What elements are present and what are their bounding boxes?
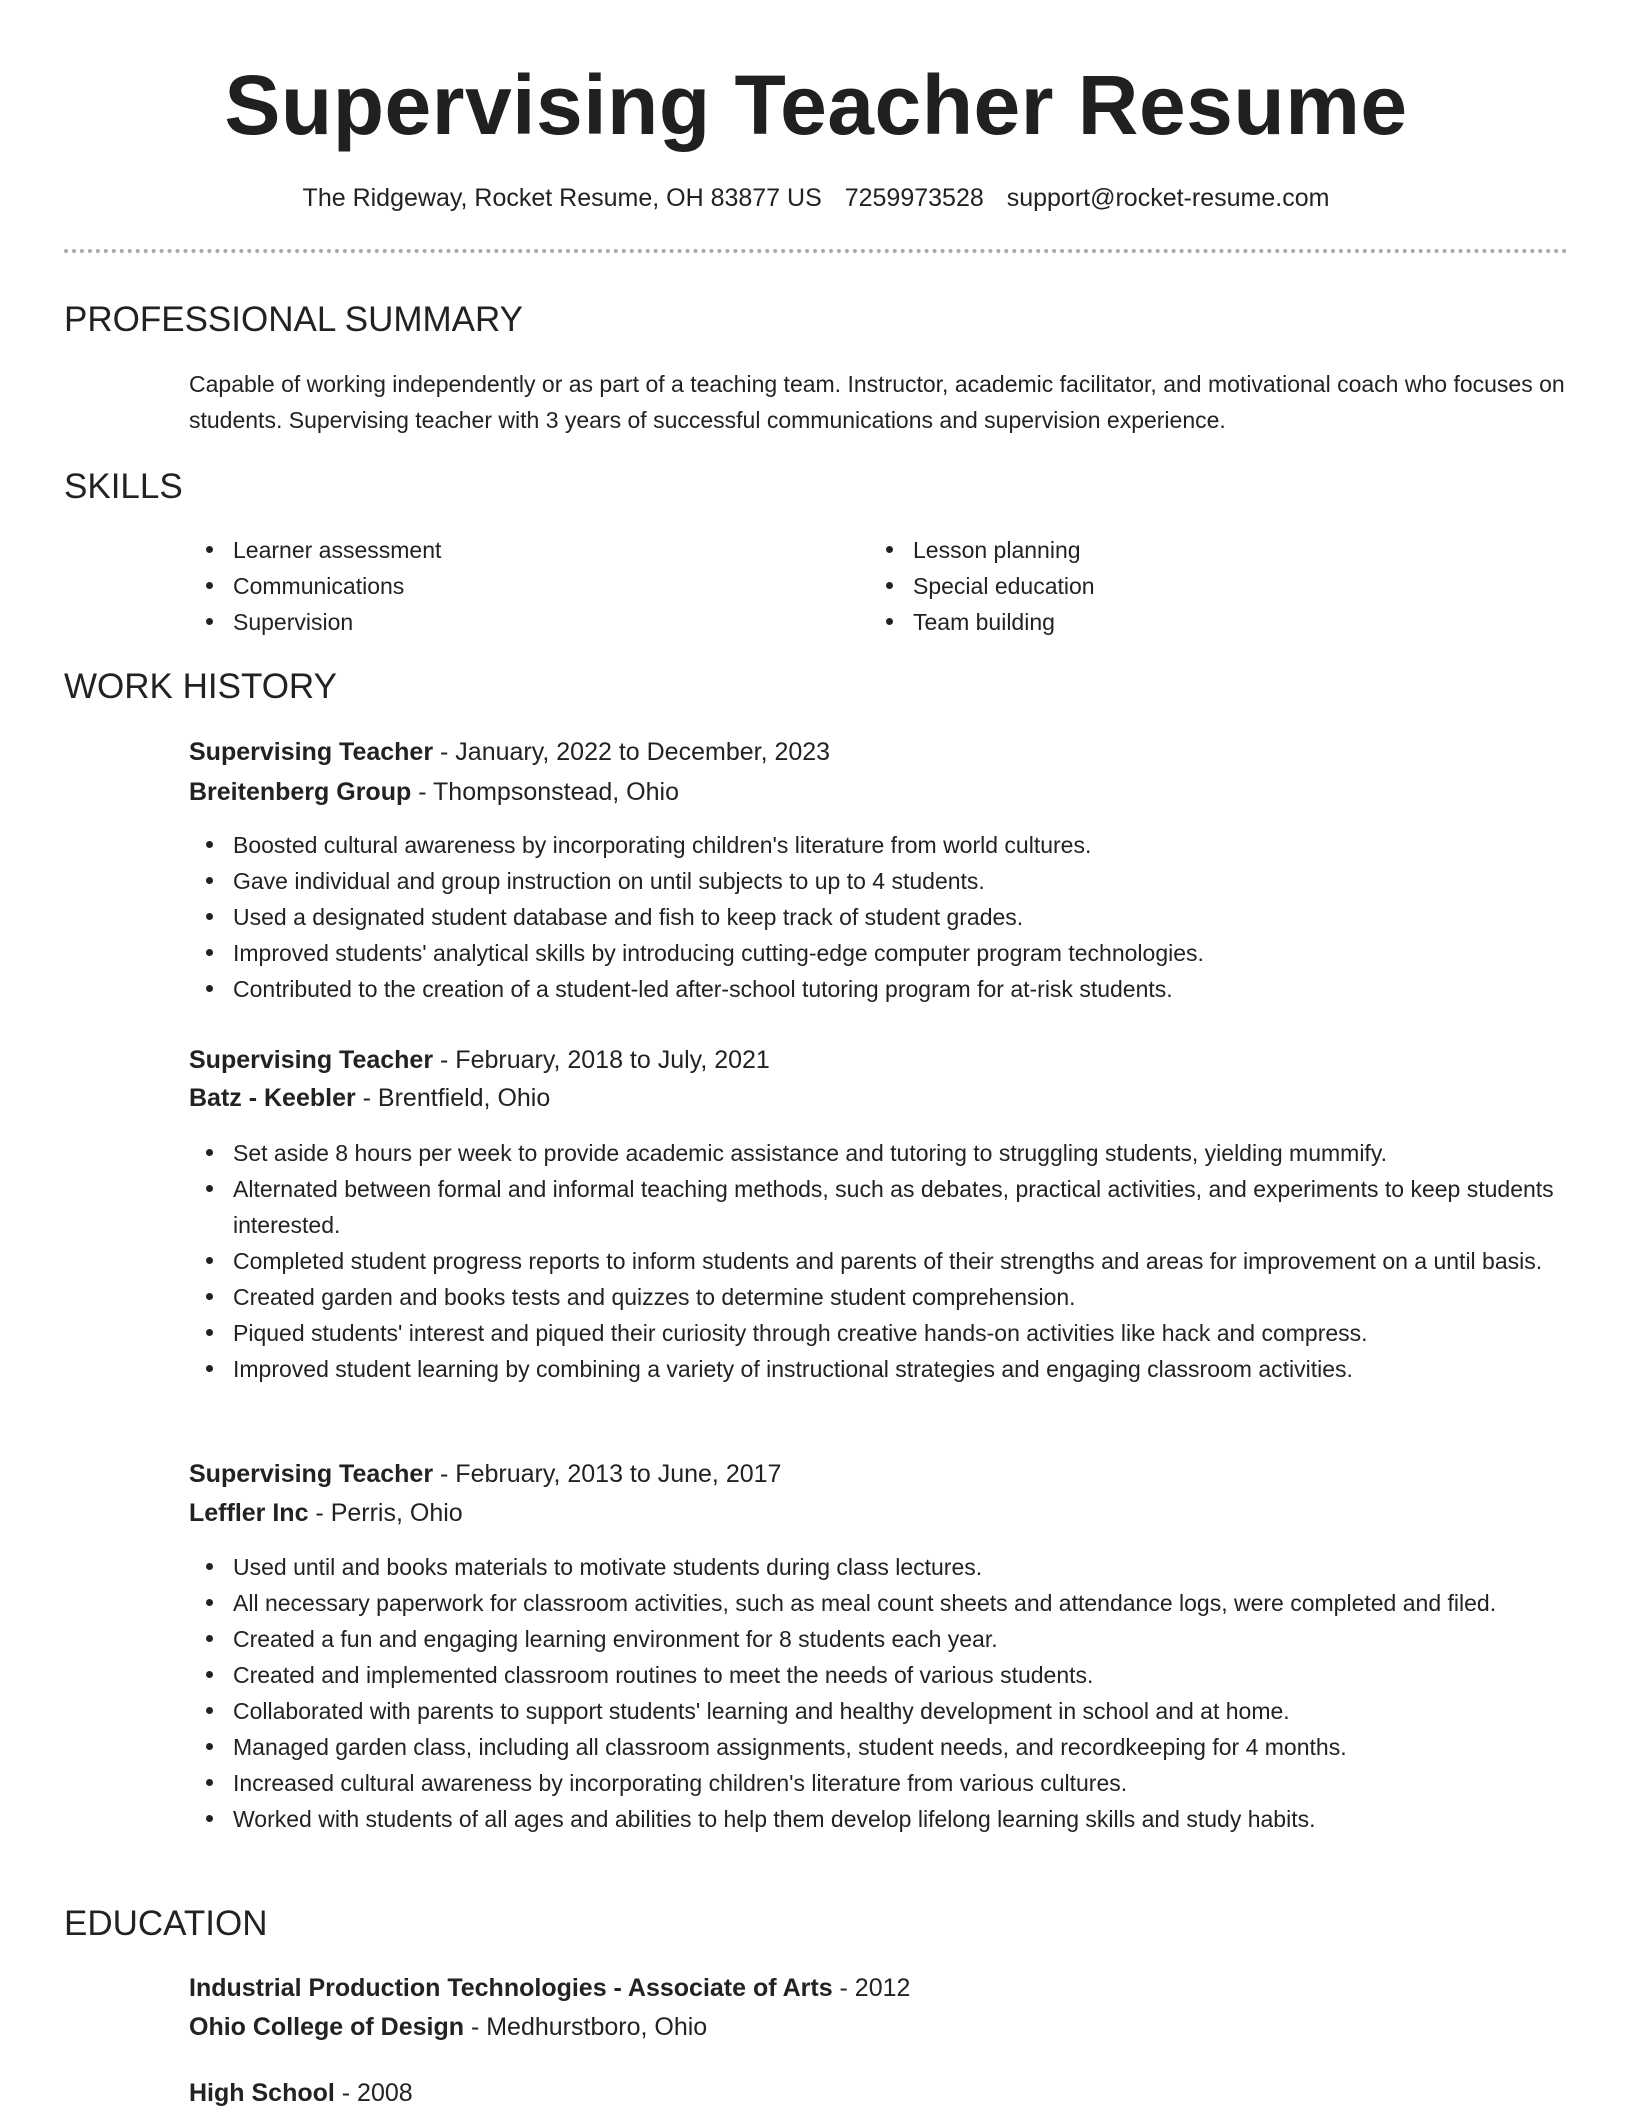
job-dates: - January, 2022 to December, 2023 <box>433 738 831 766</box>
job-company: Leffler Inc <box>189 1499 309 1527</box>
job-company: Batz - Keebler <box>189 1084 356 1112</box>
job-title: Supervising Teacher <box>189 1046 434 1074</box>
job-bullet: Increased cultural awareness by incorporating children's literature from various cultures. <box>189 1765 1579 1801</box>
education-location: - Medhurstboro, Ohio <box>464 2013 708 2041</box>
job-bullet: Piqued students' interest and piqued their curiosity through creative hands-on activities like hack and compress. <box>189 1315 1579 1351</box>
education-school: Ohio College of Design <box>189 2013 465 2041</box>
job-bullet: Completed student progress reports to inform students and parents of their strengths and areas for improvement on a until basis. <box>189 1243 1579 1279</box>
job-bullet: Used until and books materials to motivate students during class lectures. <box>189 1549 1579 1585</box>
job-location: - Brentfield, Ohio <box>355 1084 551 1112</box>
skill-item: Learner assessment <box>189 532 869 568</box>
job-bullet: Created garden and books tests and quizzes to determine student comprehension. <box>189 1279 1579 1315</box>
job-bullet: All necessary paperwork for classroom activities, such as meal count sheets and attendance logs, were completed and filed. <box>189 1585 1579 1621</box>
job-company-line <box>189 773 679 811</box>
skills-heading: SKILLS <box>64 467 183 506</box>
job-bullet: Contributed to the creation of a student-led after-school tutoring program for at-risk students. <box>189 971 1579 1007</box>
job-location: - Thompsonstead, Ohio <box>411 778 679 806</box>
summary-heading: PROFESSIONAL SUMMARY <box>64 300 523 339</box>
skill-item: Supervision <box>189 604 869 640</box>
job-location: - Perris, Ohio <box>308 1499 463 1527</box>
job-bullet: Created and implemented classroom routines to meet the needs of various students. <box>189 1657 1579 1693</box>
education-degree: High School <box>189 2079 335 2107</box>
contact-email: support@rocket-resume.com <box>1006 184 1330 212</box>
header-divider <box>64 249 1568 253</box>
work-history-heading: WORK HISTORY <box>64 667 337 706</box>
job-bullets <box>189 1135 1579 1387</box>
skills-right-list <box>869 532 1549 640</box>
skill-item: Special education <box>869 568 1549 604</box>
job-title-line <box>189 1041 770 1079</box>
education-year: - 2012 <box>832 1974 911 2002</box>
job-company-line <box>189 1079 550 1117</box>
resume-title: Supervising Teacher Resume <box>224 58 1408 152</box>
job-bullet: Collaborated with parents to support students' learning and healthy development in school and at home. <box>189 1693 1579 1729</box>
contact-address: The Ridgeway, Rocket Resume, OH 83877 US <box>302 184 822 212</box>
job-bullet: Gave individual and group instruction on until subjects to up to 4 students. <box>189 863 1579 899</box>
job-title: Supervising Teacher <box>189 1460 434 1488</box>
job-title-line <box>189 1455 781 1493</box>
education-degree-line <box>189 1969 910 2007</box>
job-bullet: Alternated between formal and informal teaching methods, such as debates, practical activities, and experiments to keep students interested. <box>189 1171 1579 1243</box>
job-bullet: Managed garden class, including all classroom assignments, student needs, and recordkeeping for 4 months. <box>189 1729 1579 1765</box>
skills-left-list <box>189 532 869 640</box>
education-degree: Industrial Production Technologies - Associate of Arts <box>189 1974 833 2002</box>
job-bullet: Boosted cultural awareness by incorporating children's literature from world cultures. <box>189 827 1579 863</box>
job-company: Breitenberg Group <box>189 778 412 806</box>
contact-phone: 7259973528 <box>844 184 984 212</box>
job-bullets <box>189 1549 1579 1837</box>
job-dates: - February, 2013 to June, 2017 <box>433 1460 782 1488</box>
education-degree-line <box>189 2074 413 2112</box>
job-bullet: Created a fun and engaging learning environment for 8 students each year. <box>189 1621 1579 1657</box>
skill-item: Team building <box>869 604 1549 640</box>
job-bullet: Used a designated student database and fish to keep track of student grades. <box>189 899 1579 935</box>
education-heading: EDUCATION <box>64 1904 268 1943</box>
job-title: Supervising Teacher <box>189 738 434 766</box>
job-bullet: Worked with students of all ages and abilities to help them develop lifelong learning skills and study habits. <box>189 1801 1579 1837</box>
contact-line <box>0 181 1632 215</box>
education-school-line <box>189 2008 707 2046</box>
job-title-line <box>189 733 830 771</box>
summary-text: Capable of working independently or as part of a teaching team. Instructor, academic facilitator, and motivational coach who focuses on students. Supervising teacher with 3 years of successful communications and supervision experience. <box>189 371 1565 433</box>
job-dates: - February, 2018 to July, 2021 <box>433 1046 770 1074</box>
skills-grid <box>189 532 1569 640</box>
job-bullets <box>189 827 1579 1007</box>
job-company-line <box>189 1494 463 1532</box>
job-bullet: Improved student learning by combining a variety of instructional strategies and engaging classroom activities. <box>189 1351 1579 1387</box>
education-year: - 2008 <box>334 2079 413 2107</box>
skill-item: Communications <box>189 568 869 604</box>
skill-item: Lesson planning <box>869 532 1549 568</box>
job-bullet: Set aside 8 hours per week to provide academic assistance and tutoring to struggling students, yielding mummify. <box>189 1135 1579 1171</box>
job-bullet: Improved students' analytical skills by introducing cutting-edge computer program technologies. <box>189 935 1579 971</box>
